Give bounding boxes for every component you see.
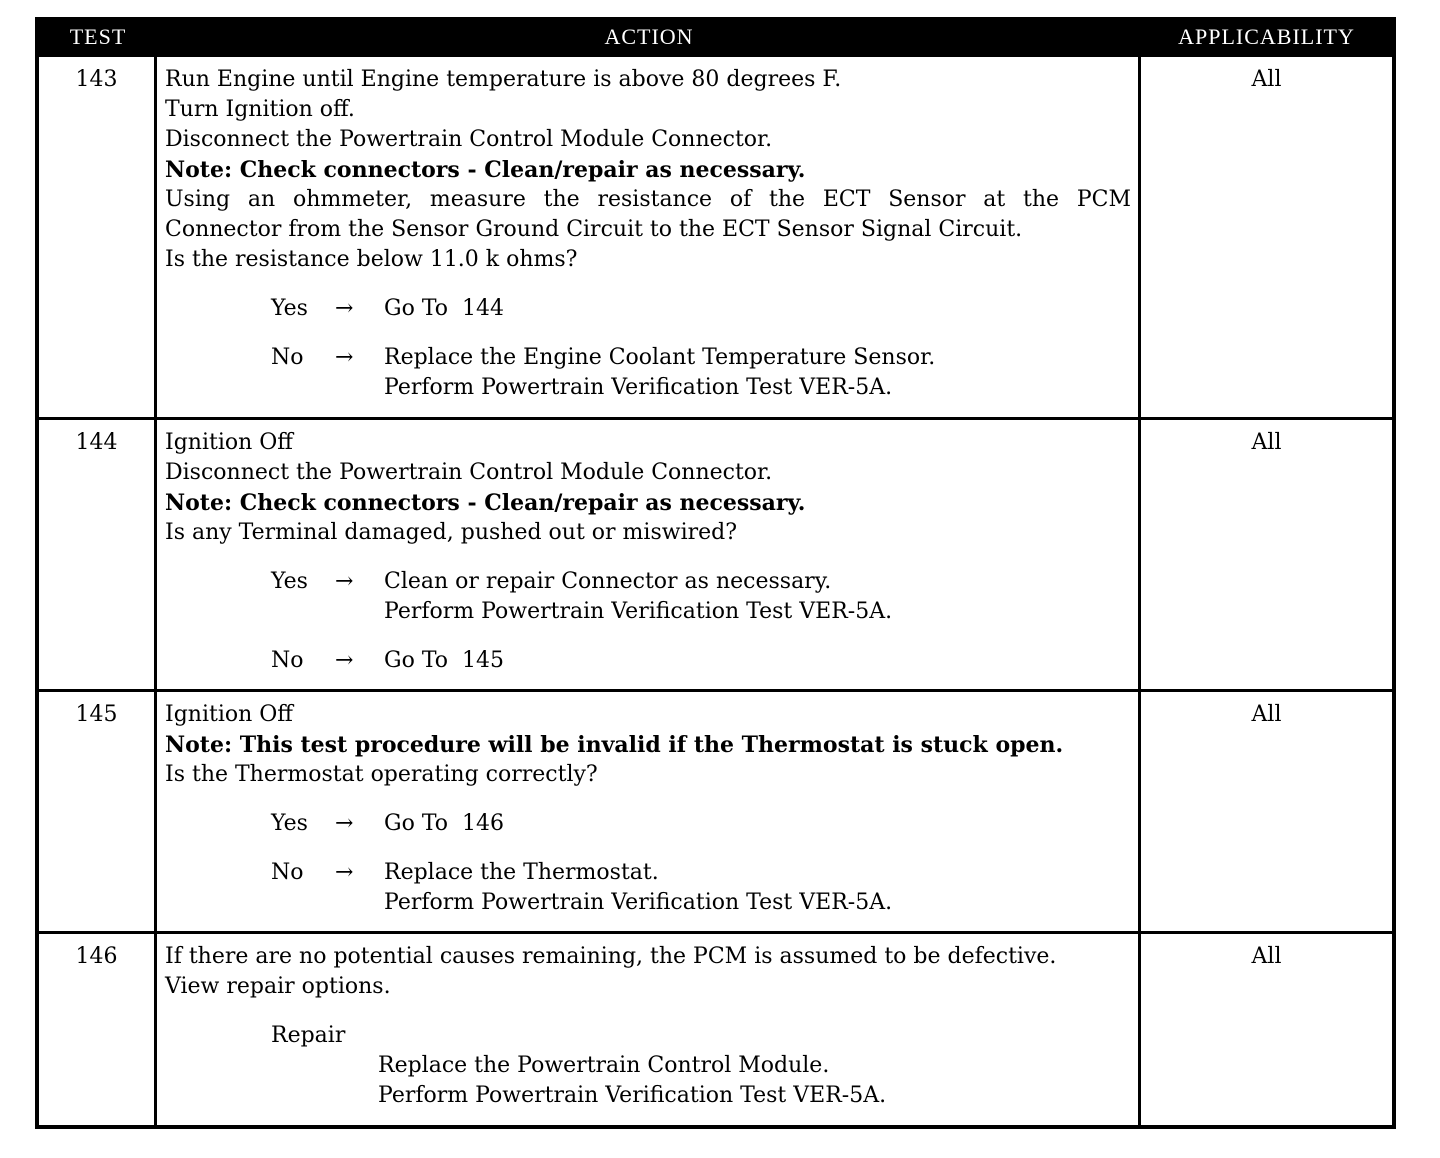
yes-branch	[271, 294, 1131, 324]
yes-label: Yes	[271, 296, 308, 321]
table-row	[39, 57, 1392, 417]
no-label: No	[271, 345, 304, 370]
question-line: Is any Terminal damaged, pushed out or miswired?	[165, 520, 738, 545]
header-action: ACTION	[604, 24, 694, 49]
yes-label: Yes	[271, 811, 308, 836]
table-header	[39, 17, 1392, 57]
question-line: Is the resistance below 11.0 k ohms?	[165, 247, 578, 272]
action-line: Disconnect the Powertrain Control Module Connector.	[165, 460, 773, 485]
action-line: Ignition Off	[165, 430, 293, 455]
yes-action-line: Clean or repair Connector as necessary.	[384, 569, 832, 594]
arrow-icon: →	[335, 648, 354, 673]
no-action-line: Perform Powertrain Verification Test VER-5A.	[384, 375, 893, 400]
table-row	[39, 931, 1392, 1125]
action-cell	[157, 57, 1141, 417]
action-line: Disconnect the Powertrain Control Module Connector.	[165, 127, 773, 152]
question-line: Is the Thermostat operating correctly?	[165, 762, 598, 787]
action-cell	[157, 934, 1141, 1125]
no-action	[384, 858, 892, 918]
test-number: 145	[39, 692, 157, 931]
no-action-line: Replace the Engine Coolant Temperature Sensor.	[384, 345, 936, 370]
yes-action	[384, 294, 504, 324]
yes-action	[384, 809, 504, 839]
applicability-value: All	[1251, 67, 1282, 92]
action-line: View repair options.	[165, 974, 391, 999]
arrow-icon: →	[335, 296, 354, 321]
note-line: Note: Check connectors - Clean/repair as necessary.	[165, 157, 806, 183]
action-line: Using an ohmmeter, measure the resistance of the ECT Sensor at the PCM	[165, 187, 1131, 212]
action-line: Turn Ignition off.	[165, 97, 355, 122]
test-number: 143	[39, 57, 157, 417]
test-number: 146	[39, 934, 157, 1125]
no-branch	[271, 343, 1131, 403]
no-action-line: Perform Powertrain Verification Test VER-5A.	[384, 890, 893, 915]
note-line: Note: This test procedure will be invalid if the Thermostat is stuck open.	[165, 732, 1064, 758]
table-row	[39, 417, 1392, 689]
note-line: Note: Check connectors - Clean/repair as necessary.	[165, 490, 806, 516]
no-action	[384, 646, 504, 676]
test-number: 144	[39, 420, 157, 689]
yes-branch	[271, 567, 1131, 627]
repair-action-line: Replace the Powertrain Control Module.	[378, 1053, 830, 1078]
arrow-icon: →	[335, 811, 354, 836]
action-line: Ignition Off	[165, 702, 293, 727]
arrow-icon: →	[335, 345, 354, 370]
yes-action	[384, 567, 892, 627]
diagnostic-table	[35, 17, 1396, 1129]
action-cell	[157, 692, 1141, 931]
table-row	[39, 689, 1392, 931]
applicability-value: All	[1251, 430, 1282, 455]
action-line: Run Engine until Engine temperature is above 80 degrees F.	[165, 67, 842, 92]
yes-action-line: Perform Powertrain Verification Test VER-5A.	[384, 599, 893, 624]
header-applicability: APPLICABILITY	[1178, 24, 1355, 49]
applicability-value: All	[1251, 702, 1282, 727]
no-label: No	[271, 648, 304, 673]
yes-branch	[271, 809, 1131, 839]
action-line: If there are no potential causes remaining, the PCM is assumed to be defective.	[165, 944, 1057, 969]
repair-label: Repair	[271, 1023, 346, 1048]
no-label: No	[271, 860, 304, 885]
action-line: Connector from the Sensor Ground Circuit to the ECT Sensor Signal Circuit.	[165, 217, 1023, 242]
arrow-icon: →	[335, 860, 354, 885]
no-action	[384, 343, 935, 403]
yes-action-line: Go To 146	[384, 811, 505, 836]
action-cell	[157, 420, 1141, 689]
no-action-line: Go To 145	[384, 648, 505, 673]
repair-action-line: Perform Powertrain Verification Test VER-5A.	[378, 1083, 887, 1108]
no-action-line: Replace the Thermostat.	[384, 860, 659, 885]
arrow-icon: →	[335, 569, 354, 594]
yes-action-line: Go To 144	[384, 296, 505, 321]
no-branch	[271, 646, 1131, 676]
no-branch	[271, 858, 1131, 918]
header-test: TEST	[69, 24, 127, 49]
applicability-value: All	[1251, 944, 1282, 969]
yes-label: Yes	[271, 569, 308, 594]
